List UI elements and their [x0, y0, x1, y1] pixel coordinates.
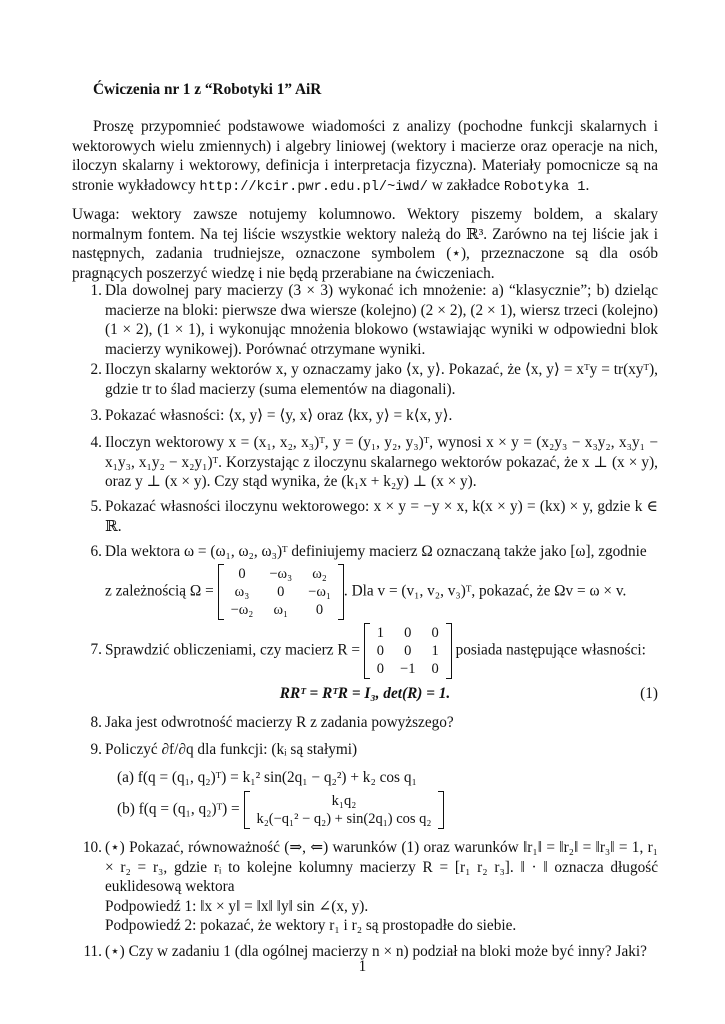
- list-item-9: 9. Policzyć ∂f/∂q dla funkcji: (kᵢ są stałymi) (a) f(q = (q₁, q₂)ᵀ) = k₁² sin(2q₁ − q₂²) + k₂ cos q₁ (b) f(q = (q₁, q₂)ᵀ) = k₁q₂ k₂(−q₁² − q₂) + sin(2q₁) cos q₂: [72, 740, 658, 829]
- lecturer-url: http://kcir.pwr.edu.pl/~iwd/: [199, 179, 428, 195]
- rotation-matrix: [364, 623, 452, 679]
- matrix-cell: 0: [431, 625, 439, 641]
- matrix-cell: 1: [376, 625, 385, 641]
- tab-name: Robotyka 1: [503, 179, 586, 195]
- matrix-cell: ω₂: [312, 565, 327, 582]
- list-item-11: 11. (⋆) Czy w zadaniu 1 (dla ogólnej macierzy n × n) podział na bloki może być inny? Jaki?: [83, 943, 647, 960]
- sub-item-a: (a) f(q = (q₁, q₂)ᵀ) = k₁² sin(2q₁ − q₂²) + k₂ cos q₁: [117, 768, 417, 786]
- matrix-cell: 0: [238, 565, 246, 582]
- intro-text: Proszę przypomnieć podstawowe wiadomości z analizy (pochodne funkcji skalarnych i wektorowych wielu zmiennych) i algebry liniowej (wektory i macierze oraz operacje na nich, iloczyn skalarny i wektorowy, definicja i interpretacja fizyczna). Materiały pomocnicze są na stronie wykładowcy: [72, 118, 658, 194]
- list-item-6: 6. Dla wektora ω = (ω₁, ω₂, ω₃)ᵀ definiujemy macierz Ω oznaczaną także jako [ω], zgodnie z zależnością Ω = 0 −ω₃ ω₂ ω₃ 0 −ω₁ −ω₂ ω₁ 0 . Dla v = (v₁, v₂, v₃)ᵀ, pokazać, że Ωv = ω × v.: [90, 543, 647, 618]
- matrix-cell: ω₃: [234, 583, 250, 600]
- list-item-10: 10. (⋆) Pokazać, równoważność (⇒, ⇐) warunków (1) oraz warunków ‖r₁‖ = ‖r₂‖ = ‖r₃‖ = 1, r₁ × r₂ = r₃, gdzie rᵢ to kolejne kolumny macierzy R = [r₁ r₂ r₃]. ‖ · ‖ oznacza długość euklidesową wektora Podpowiedź 1: ‖x × y‖ = ‖x‖ ‖y‖ sin ∠(x, y). Podpowiedź 2: pokazać, że wektory r₁ i r₂ są prostopadłe do siebie.: [82, 839, 658, 934]
- page-title: Ćwiczenia nr 1 z “Robotyki 1” AiR: [93, 81, 322, 98]
- hint-1: Podpowiedź 1: ‖x × y‖ = ‖x‖ ‖y‖ sin ∠(x, y).: [105, 897, 369, 915]
- matrix-cell: 0: [376, 661, 385, 677]
- list-item-3: 3. Pokazać własności: ⟨x, y⟩ = ⟨y, x⟩ oraz ⟨kx, y⟩ = k⟨x, y⟩.: [90, 407, 453, 424]
- matrix-cell: 0: [277, 583, 285, 600]
- matrix-cell: ω₁: [273, 601, 289, 618]
- omega-matrix: [218, 564, 344, 620]
- list-item-7: 7. Sprawdzić obliczeniami, czy macierz R = 1 0 0 0 0 1 0 −1 0 posiada następujące własności:: [90, 625, 646, 677]
- matrix-cell: −ω₃: [269, 565, 293, 582]
- page-number: 1: [358, 958, 367, 975]
- equation-number: (1): [640, 685, 658, 702]
- note-paragraph: Uwaga: wektory zawsze notujemy kolumnowo. Wektory piszemy boldem, a skalary normalnym fontem. Na tej liście wszystkie wektory należą do ℝ³. Zarówno na tej liście jak i następnych, zadania trudniejsze, oznaczone symbolem (⋆), przeznaczone są dla osób pragnących poszerzyć wiedzę i nie będą przerabiane na ćwiczeniach.: [72, 206, 658, 282]
- matrix-cell: 0: [404, 625, 412, 641]
- intro-text-2: w zakładce: [427, 176, 504, 194]
- matrix-cell: 0: [431, 661, 439, 677]
- vector-function: k₁q₂ k₂(−q₁² − q₂) + sin(2q₁) cos q₂: [244, 791, 445, 829]
- matrix-cell: 0: [376, 643, 385, 659]
- list-item-8: 8. Jaka jest odwrotność macierzy R z zadania powyższego?: [90, 714, 454, 731]
- matrix-cell: −ω₂: [230, 601, 254, 618]
- list-item-2: 2. Iloczyn skalarny wektorów x, y oznaczamy jako ⟨x, y⟩. Pokazać, że ⟨x, y⟩ = xᵀy = tr(xyᵀ), gdzie tr to ślad macierzy (suma elementów na diagonali).: [90, 361, 658, 398]
- sub-item-b: (b) f(q = (q₁, q₂)ᵀ) = k₁q₂ k₂(−q₁² − q₂) + sin(2q₁) cos q₂: [117, 791, 658, 829]
- matrix-cell: 1: [431, 643, 439, 659]
- matrix-cell: 0: [404, 643, 412, 659]
- equation-1: RRᵀ = RᵀR = I₃, det(R) = 1. (1): [279, 685, 658, 702]
- list-item-1: 1. Dla dowolnej pary macierzy (3 × 3) wykonać ich mnożenie: a) “klasycznie”; b) dzieląc macierze na bloki: pierwsze dwa wiersze (kolejno) (2 × 2), (2 × 1), wiersz trzeci (kolejno) (1 × 2), (1 × 1), i wykonując mnożenia blokowo (wstawiając wyniki w odpowiedni blok macierzy wynikowej). Porównać otrzymane wyniki.: [90, 282, 658, 358]
- hint-2: Podpowiedź 2: pokazać, że wektory r₁ i r₂ są prostopadłe do siebie.: [105, 917, 517, 934]
- matrix-cell: 0: [315, 601, 324, 618]
- matrix-cell: −1: [400, 661, 416, 677]
- intro-paragraph: Proszę przypomnieć podstawowe wiadomości z analizy (pochodne funkcji skalarnych i wektorowych wielu zmiennych) i algebry liniowej (wektory i macierze oraz operacje na nich, iloczyn skalarny i wektorowy, definicja i interpretacja fizyczna). Materiały pomocnicze są na stronie wykładowcy http://kcir.pwr.edu.pl/~iwd/ w zakładce Robotyka 1.: [72, 118, 658, 195]
- list-item-5: 5. Pokazać własności iloczynu wektorowego: x × y = −y × x, k(x × y) = (kx) × y, gdzie k ∈ ℝ.: [90, 498, 658, 535]
- matrix-cell: −ω₁: [308, 583, 331, 600]
- list-item-4: 4. Iloczyn wektorowy x = (x₁, x₂, x₃)ᵀ, y = (y₁, y₂, y₃)ᵀ, wynosi x × y = (x₂y₃ − x₃y₂, x₃y₁ − x₁y₃, x₁y₂ − x₂y₁)ᵀ. Korzystając z iloczynu skalarnego wektorów pokazać, że x ⊥ (x × y), oraz y ⊥ (x × y). Czy stąd wynika, że (k₁x + k₂y) ⊥ (x × y).: [90, 434, 658, 490]
